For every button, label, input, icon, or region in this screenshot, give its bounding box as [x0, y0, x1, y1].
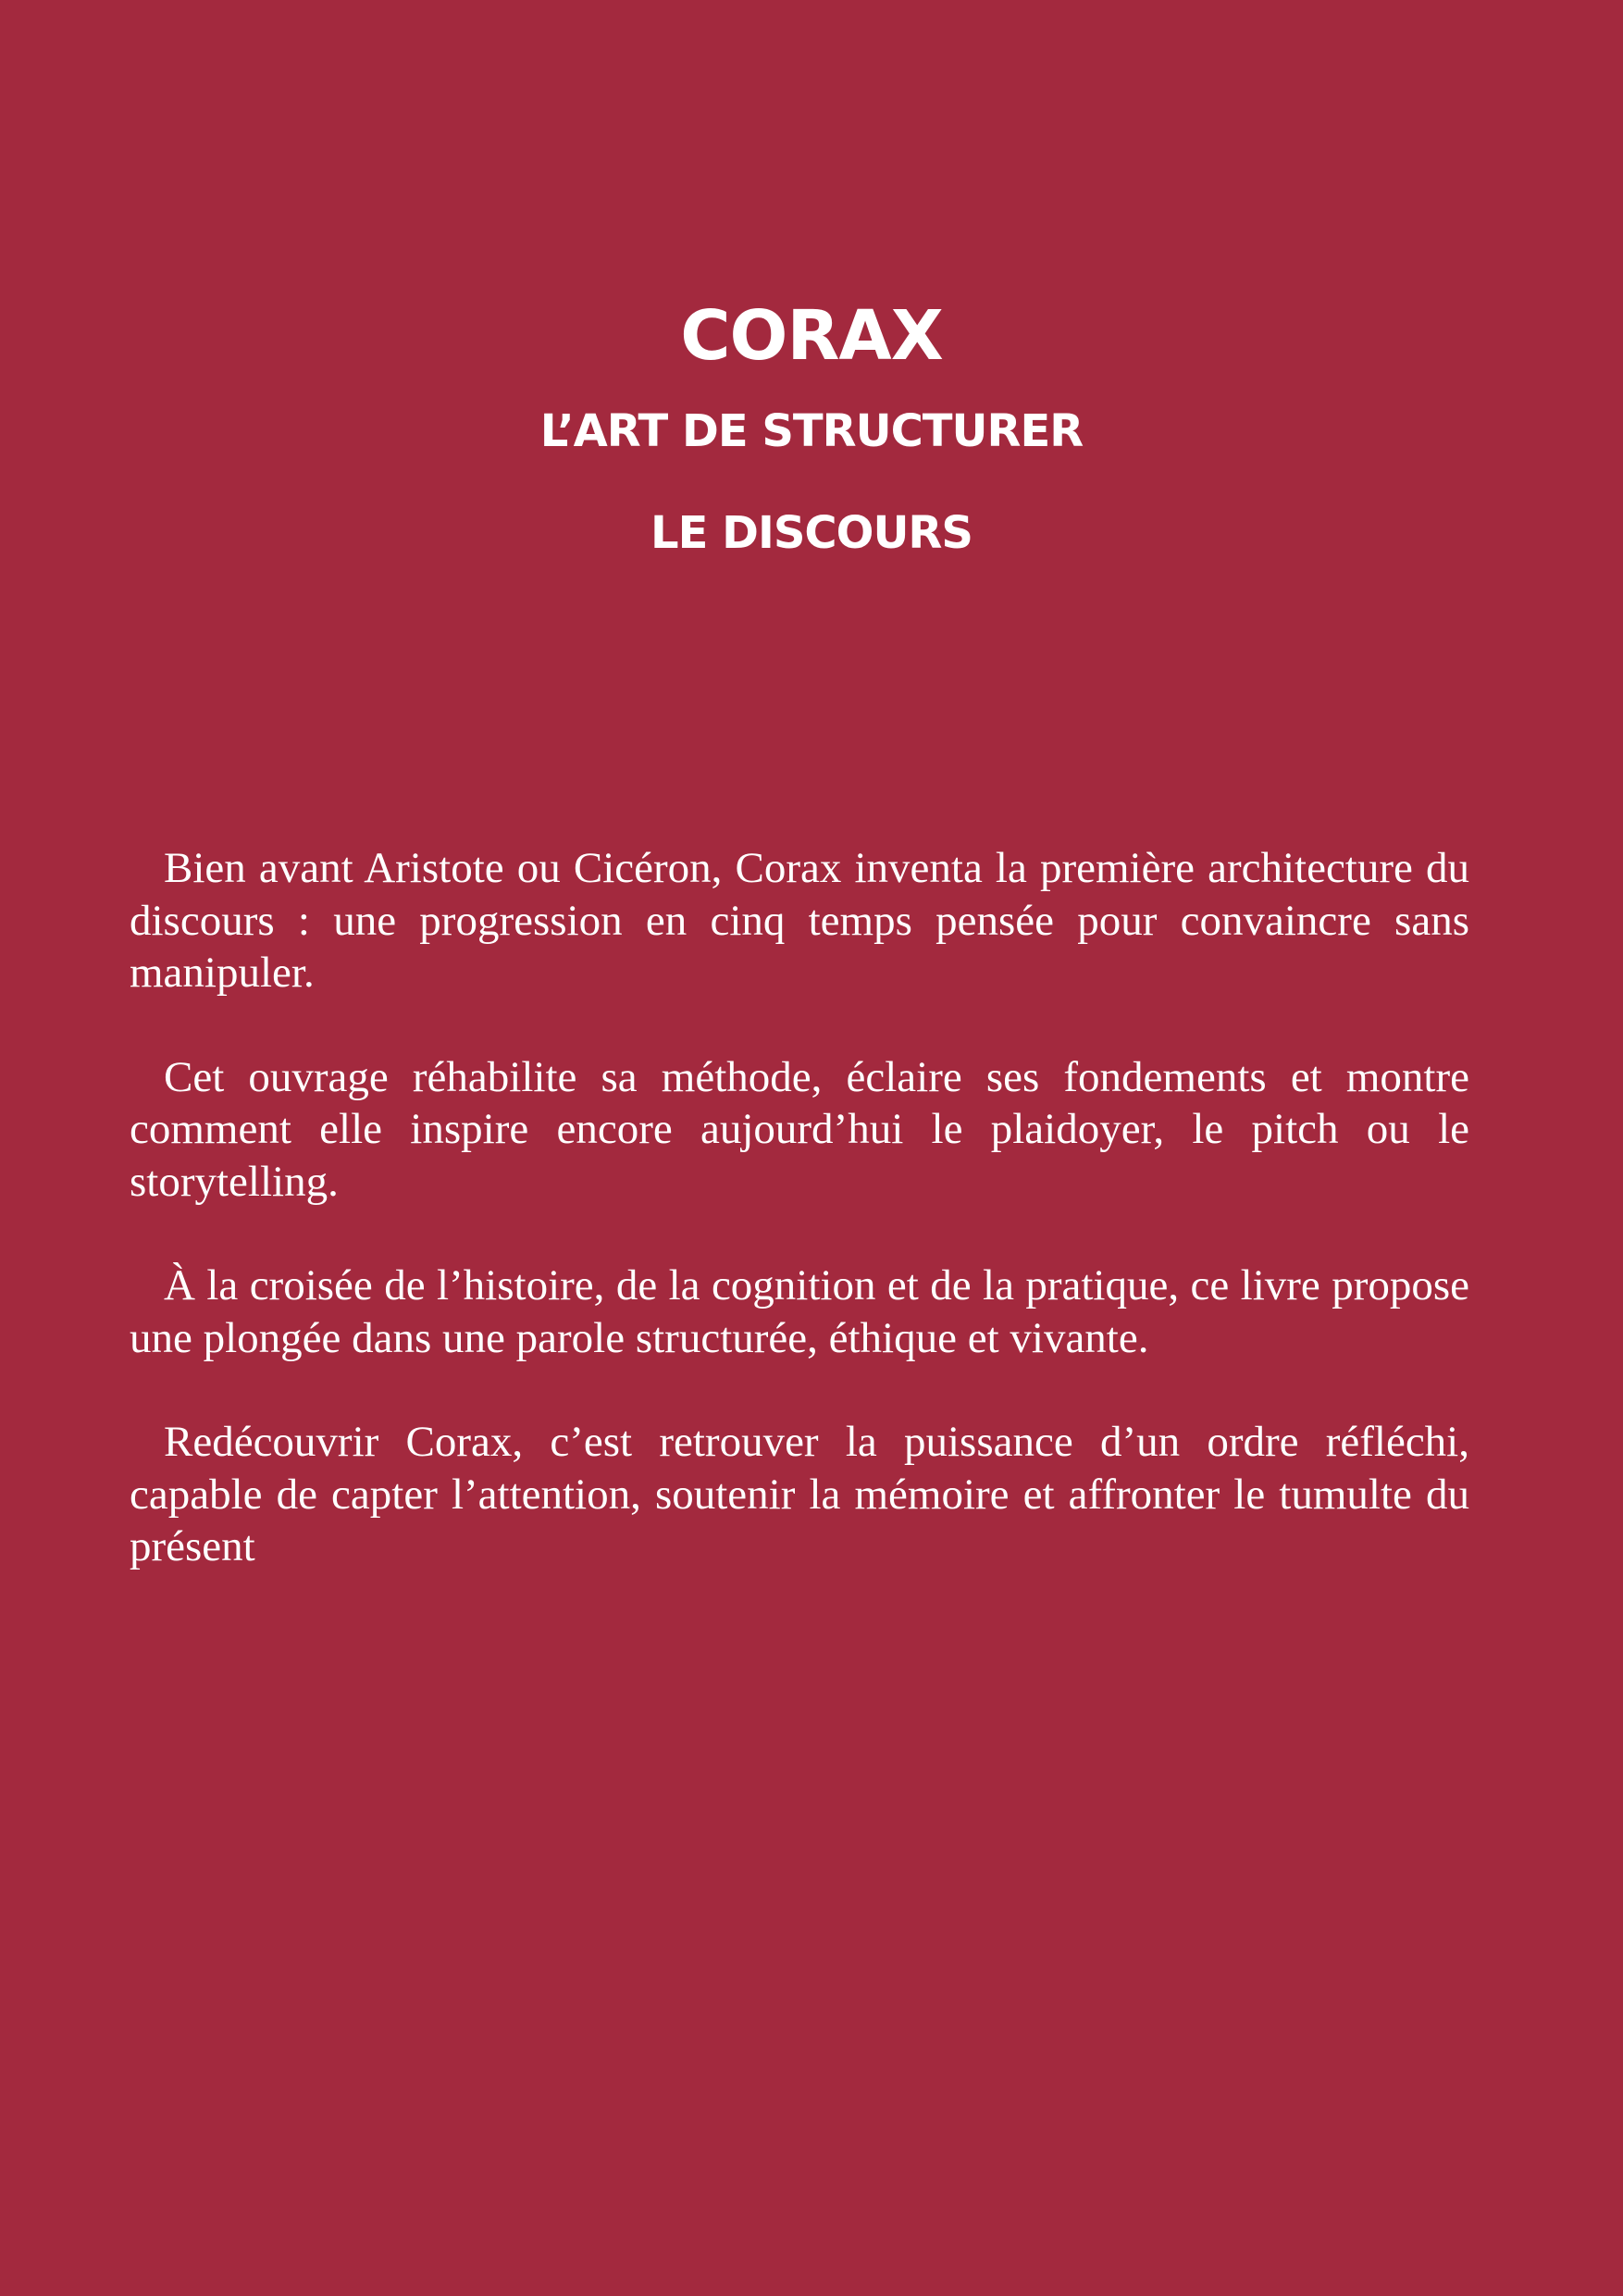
- blurb-paragraph: Redécouvrir Corax, c’est retrouver la puissance d’un ordre réfléchi, capable de capter l’attention, soutenir la mémoire et affronter le tumulte du présent: [130, 1418, 1469, 1570]
- blurb-paragraph: À la croisée de l’histoire, de la cognition et de la pratique, ce livre propose une plongée dans une parole structurée, éthique et vivante.: [130, 1261, 1469, 1362]
- book-title: CORAX: [680, 296, 943, 376]
- blurb-text: [130, 842, 1469, 1625]
- blurb-paragraph: Cet ouvrage réhabilite sa méthode, éclaire ses fondements et montre comment elle inspire encore aujourd’hui le plaidoyer, le pitch ou le storytelling.: [130, 1052, 1469, 1206]
- title-block: [0, 294, 1623, 559]
- subtitle-line-2: LE DISCOURS: [650, 507, 973, 559]
- subtitle-line-1: L’ART DE STRUCTURER: [539, 405, 1084, 457]
- blurb-paragraph: Bien avant Aristote ou Cicéron, Corax inventa la première architecture du discours : une progression en cinq temps pensée pour convaincre sans manipuler.: [130, 844, 1469, 997]
